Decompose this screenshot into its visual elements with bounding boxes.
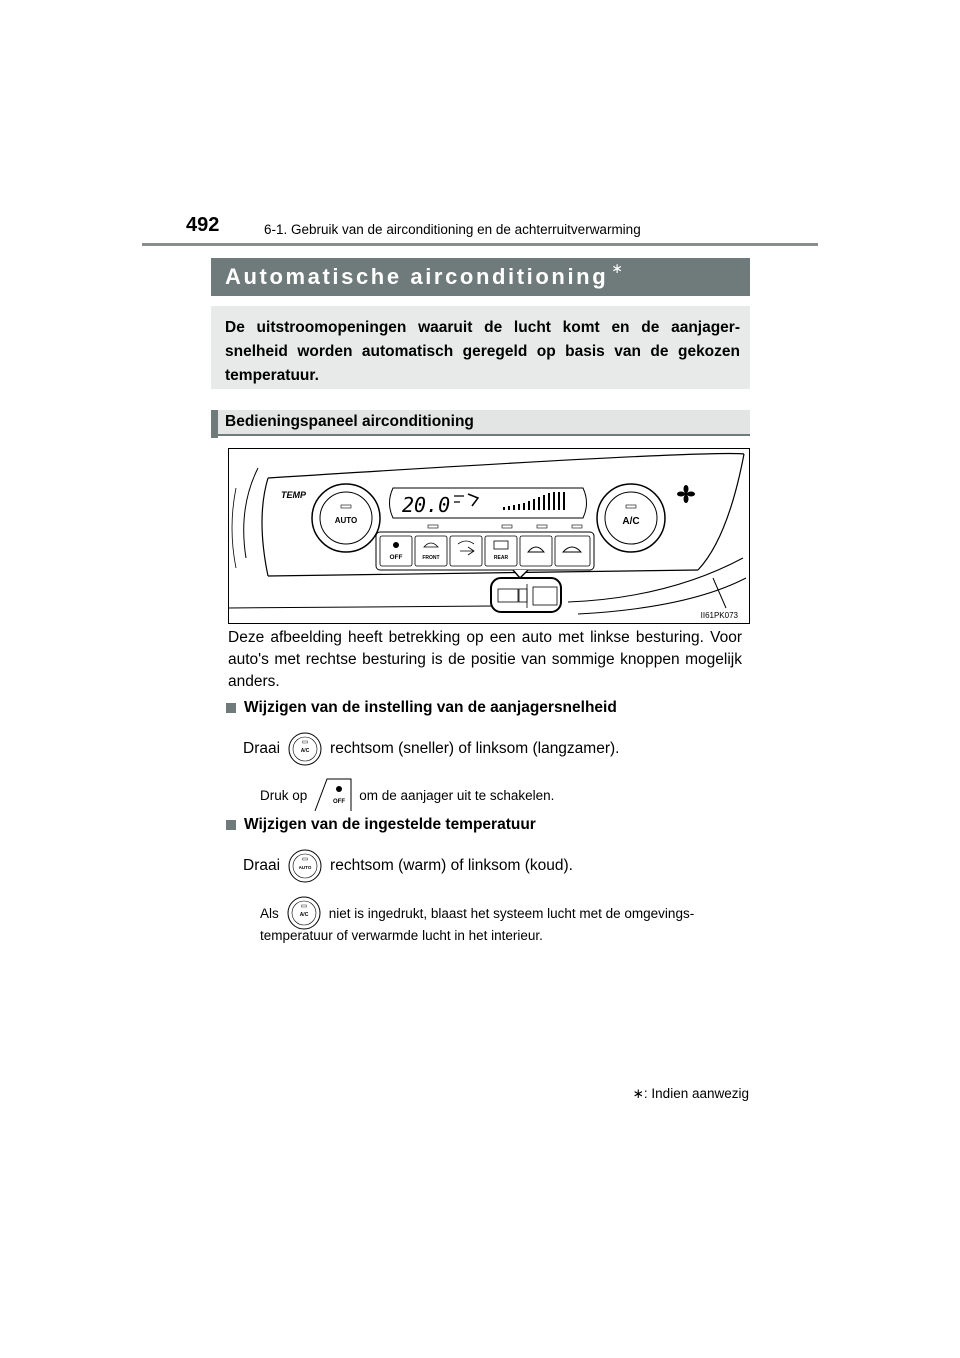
- subsection-title: Bedieningspaneel airconditioning: [225, 413, 474, 430]
- chapter-title: 6-1. Gebruik van de airconditioning en de achterruitverwarming: [264, 222, 641, 237]
- fan-instr-suffix: rechtsom (sneller) of linksom (langzamer).: [330, 740, 620, 757]
- display: [390, 488, 587, 518]
- off-icon-label: OFF: [333, 799, 346, 805]
- temp-label: TEMP: [281, 490, 307, 500]
- temp-note-line2: temperatuur of verwarmde lucht in het interieur.: [260, 928, 543, 943]
- temp-heading-text: Wijzigen van de ingestelde temperatuur: [244, 816, 536, 833]
- fan-note: [260, 777, 554, 813]
- figure-code: II61PK073: [700, 611, 738, 620]
- ac-knob[interactable]: [597, 484, 665, 552]
- subsection-header: [211, 410, 750, 436]
- front-label: FRONT: [422, 555, 440, 561]
- footnote-text: : Indien aanwezig: [643, 1086, 749, 1101]
- footnote: [633, 1086, 749, 1102]
- off-button-icon: [313, 777, 353, 813]
- temperature-readout: 20.0: [402, 493, 451, 517]
- auto-label: AUTO: [334, 516, 358, 525]
- temp-note: [260, 896, 694, 930]
- ac-knob-icon: [287, 896, 321, 930]
- optional-star: ∗: [611, 259, 623, 276]
- fan-heading: [224, 699, 617, 717]
- front-defrost-button[interactable]: [415, 536, 447, 566]
- temp-note-prefix: Als: [260, 905, 279, 921]
- off-button[interactable]: [380, 536, 412, 566]
- ac-knob-label: A/C: [300, 748, 310, 754]
- header-rule: [142, 243, 818, 246]
- temp-instr-prefix: Draai: [243, 857, 281, 874]
- page-number: 492: [186, 214, 220, 236]
- fan-instruction: [243, 732, 619, 766]
- bullet-square: [226, 820, 236, 830]
- ac-label: A/C: [622, 516, 640, 527]
- auto-knob-label: AUTO: [298, 865, 312, 870]
- off-label: OFF: [389, 554, 403, 561]
- temp-note-suffix: niet is ingedrukt, blaast het systeem lucht met de omgevings-: [328, 905, 695, 921]
- auto-knob[interactable]: [312, 484, 380, 552]
- rear-label: REAR: [493, 555, 509, 561]
- section-header: [211, 258, 750, 296]
- ac-knob-label: A/C: [299, 912, 309, 918]
- subsection-accent: [211, 410, 218, 438]
- fan-instr-prefix: Draai: [243, 740, 281, 757]
- footnote-star: ∗: [632, 1086, 644, 1101]
- rear-defrost-button[interactable]: [485, 536, 517, 566]
- ac-knob-icon: [288, 732, 322, 766]
- section-title: Automatische airconditioning: [225, 264, 609, 289]
- callout-bubble: [491, 578, 561, 612]
- fan-note-suffix: om de aanjager uit te schakelen.: [359, 787, 555, 803]
- temp-instr-suffix: rechtsom (warm) of linksom (koud).: [330, 857, 573, 874]
- control-panel-figure: [228, 448, 750, 624]
- fan-heading-text: Wijzigen van de instelling van de aanjagersnelheid: [244, 699, 617, 716]
- temp-heading: [224, 816, 536, 834]
- figure-caption: Deze afbeelding heeft betrekking op een auto met linkse besturing. Voor auto's met rechtse besturing is de positie van sommige knoppen mogelijk anders.: [228, 629, 742, 690]
- bullet-square: [226, 703, 236, 713]
- intro-box: De uitstroomopeningen waaruit de lucht komt en de aanjager-snelheid worden automatisch geregeld op basis van de gekozen temperatuur.: [211, 306, 750, 389]
- fresh-air-button[interactable]: [555, 536, 590, 566]
- fan-note-prefix: Druk op: [260, 787, 308, 803]
- recirculation-button[interactable]: [520, 536, 552, 566]
- foot-defrost-button[interactable]: [450, 536, 482, 566]
- temp-instruction: [243, 849, 573, 883]
- auto-knob-icon: [288, 849, 322, 883]
